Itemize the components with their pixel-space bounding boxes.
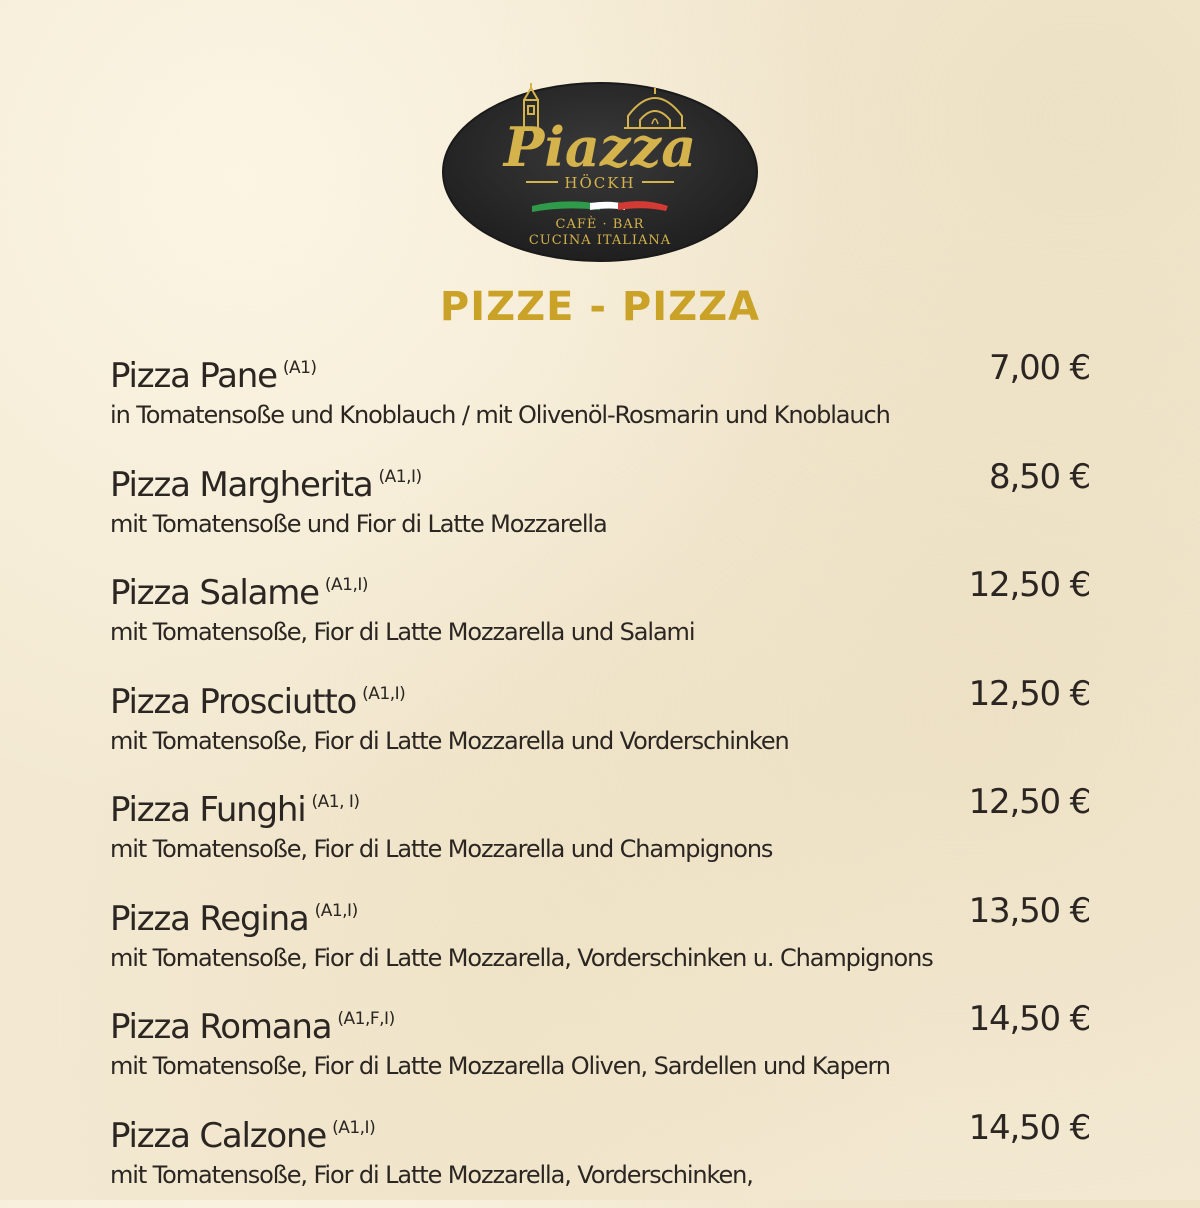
menu-item-name-text: Pizza Pane xyxy=(110,356,277,396)
menu-item-header xyxy=(110,670,1090,718)
menu-item-name xyxy=(110,453,422,509)
menu-item xyxy=(110,1100,1090,1208)
menu-item-name-text: Pizza Salame xyxy=(110,573,319,613)
menu-item-header xyxy=(110,1104,1090,1152)
menu-item-header xyxy=(110,453,1090,501)
menu-item xyxy=(110,883,1090,992)
menu-item-header xyxy=(110,778,1090,826)
menu-item-name-text: Pizza Regina xyxy=(110,899,309,939)
section-title: PIZZE - PIZZA xyxy=(0,284,1200,330)
menu-item-name xyxy=(110,995,395,1051)
menu-item-description: mit Tomatensoße, Fior di Latte Mozzarella und Salami xyxy=(110,615,694,649)
menu-item-name-text: Pizza Margherita xyxy=(110,465,373,505)
menu-item xyxy=(110,449,1090,558)
menu-item-name xyxy=(110,887,358,943)
menu-item-allergens: (A1,I) xyxy=(332,1118,375,1138)
menu-item xyxy=(110,340,1090,449)
menu-item-description: mit Tomatensoße, Fior di Latte Mozzarella, Vorderschinken u. Champignons xyxy=(110,941,933,975)
logo-tagline-1: CAFÈ · BAR xyxy=(556,216,645,232)
menu-item-name xyxy=(110,344,317,400)
menu-item-name-text: Pizza Calzone xyxy=(110,1116,326,1156)
menu-item-header xyxy=(110,995,1090,1043)
menu-item-price: 13,50 € xyxy=(969,887,1090,935)
menu-item-allergens: (A1, I) xyxy=(312,792,360,812)
menu-item-allergens: (A1,I) xyxy=(325,575,368,595)
menu-item-price: 8,50 € xyxy=(989,453,1090,501)
menu-item-price: 12,50 € xyxy=(969,778,1090,826)
menu-item-allergens: (A1,I) xyxy=(379,467,422,487)
menu-item-price: 7,00 € xyxy=(989,344,1090,392)
menu-item-price: 14,50 € xyxy=(969,995,1090,1043)
menu-item-allergens: (A1,F,I) xyxy=(337,1009,394,1029)
logo-tagline-2: CUCINA ITALIANA xyxy=(529,233,671,248)
logo-location-text: HÖCKH xyxy=(564,174,635,192)
menu-item-allergens: (A1,I) xyxy=(362,684,405,704)
menu-item-price: 12,50 € xyxy=(969,670,1090,718)
menu-item xyxy=(110,991,1090,1100)
menu-item-name-text: Pizza Prosciutto xyxy=(110,682,356,722)
menu-item xyxy=(110,774,1090,883)
menu-item-name xyxy=(110,670,405,726)
menu-item-name xyxy=(110,561,368,617)
menu-item-name-text: Pizza Romana xyxy=(110,1007,331,1047)
restaurant-logo xyxy=(440,80,760,264)
menu-item-description: in Tomatensoße und Knoblauch / mit Olivenöl-Rosmarin und Knoblauch xyxy=(110,398,890,432)
menu-item-name xyxy=(110,1104,375,1160)
menu-item-name xyxy=(110,778,360,834)
menu-list xyxy=(110,340,1090,1208)
logo-brand-text: Piazza xyxy=(502,115,696,179)
menu-item-description: mit Tomatensoße, Fior di Latte Mozzarella, Vorderschinken, xyxy=(110,1158,753,1192)
menu-item-header xyxy=(110,344,1090,392)
menu-item-name-text: Pizza Funghi xyxy=(110,790,306,830)
menu-item-description: mit Tomatensoße, Fior di Latte Mozzarella und Champignons xyxy=(110,832,772,866)
menu-item-price: 12,50 € xyxy=(969,561,1090,609)
menu-item-price: 14,50 € xyxy=(969,1104,1090,1152)
menu-item-description: mit Tomatensoße, Fior di Latte Mozzarella und Vorderschinken xyxy=(110,724,789,758)
menu-item xyxy=(110,557,1090,666)
menu-item-allergens: (A1,I) xyxy=(315,901,358,921)
menu-item-header xyxy=(110,887,1090,935)
menu-item-allergens: (A1) xyxy=(283,358,317,378)
menu-item xyxy=(110,666,1090,775)
menu-item-header xyxy=(110,561,1090,609)
menu-item-description: mit Tomatensoße, Fior di Latte Mozzarella Oliven, Sardellen und Kapern xyxy=(110,1049,890,1083)
menu-item-description: mit Tomatensoße und Fior di Latte Mozzarella xyxy=(110,507,607,541)
